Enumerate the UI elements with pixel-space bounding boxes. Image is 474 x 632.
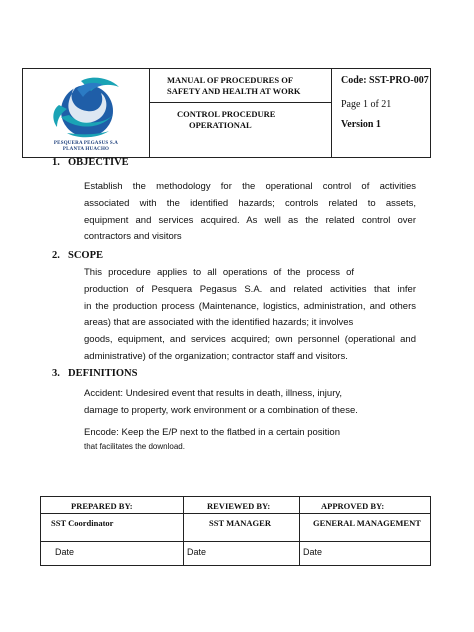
scope-line: in the production process (Maintenance, logistics, administration, and others [84,300,416,312]
prepared-date-label: Date [55,547,75,557]
page-number: Page 1 of 21 [341,99,392,110]
accident-line: Accident: Undesired event that results in death, illness, injury, [84,388,343,399]
definitions-heading: DEFINITIONS [68,368,138,379]
approval-table-divider [183,497,184,565]
objective-heading: OBJECTIVE [68,157,129,168]
scope-number: 2. [52,250,60,261]
prepared-role: SST Coordinator [51,518,114,528]
scope-paragraph [84,265,416,366]
scope-line: This procedure applies to all operations of the process of [84,267,354,278]
approval-table-rule [41,513,430,514]
pegasus-logo-icon [47,75,125,143]
objective-line: associated with the identified hazards; controls related to assets, [84,197,416,209]
objective-line: Establish the methodology for the operational control of activities [84,181,416,192]
logo-cell [23,69,150,157]
reviewed-date-label: Date [187,547,207,557]
accident-definition [84,386,416,420]
scope-line: areas) that are associated with the identified hazards; it involves [84,317,354,329]
manual-title [149,69,331,103]
approval-table [40,496,431,566]
document-code: Code: SST-PRO-007 [341,75,429,86]
approved-role: GENERAL MANAGEMENT [313,518,421,528]
objective-number: 1. [52,157,60,168]
scope-heading: SCOPE [68,250,104,261]
procedure-title-line1: CONTROL PROCEDURE [177,109,276,119]
approved-date-label: Date [303,547,323,557]
title-cell [149,69,332,157]
definitions-number: 3. [52,368,60,379]
scope-line: goods, equipment, and services acquired; own personnel (operational and [84,334,416,346]
objective-line: contractors and visitors [84,231,182,243]
document-version: Version 1 [341,119,381,130]
procedure-title [149,109,331,157]
encode-definition-continued [84,440,416,454]
approval-table-divider [299,497,300,565]
reviewed-role: SST MANAGER [209,518,271,528]
prepared-by-label: PREPARED BY: [71,501,133,511]
logo-company-name: PESQUERA PEGASUS S.A [53,141,119,146]
logo-plant-name: PLANTA HUACHO [62,147,110,152]
manual-title-line2: SAFETY AND HEALTH AT WORK [167,86,301,96]
approved-by-label: APPROVED BY: [321,501,385,511]
accident-line: damage to property, work environment or a combination of these. [84,404,358,416]
encode-line: Encode: Keep the E/P next to the flatbed in a certain position [84,427,340,438]
document-header-table [22,68,431,158]
reviewed-by-label: REVIEWED BY: [207,501,271,511]
objective-paragraph [84,179,416,246]
manual-title-line1: MANUAL OF PROCEDURES OF [167,75,294,85]
encode-line-small: that facilitates the download. [84,442,185,451]
scope-line: production of Pesquera Pegasus S.A. and related activities that infer [84,283,416,295]
objective-line: equipment and services acquired. As well as the related control over [84,214,416,226]
procedure-title-line2: OPERATIONAL [189,120,252,130]
meta-cell [331,69,431,157]
scope-line: administrative) of the organization; contractor staff and visitors. [84,350,348,362]
approval-table-rule [41,541,430,542]
